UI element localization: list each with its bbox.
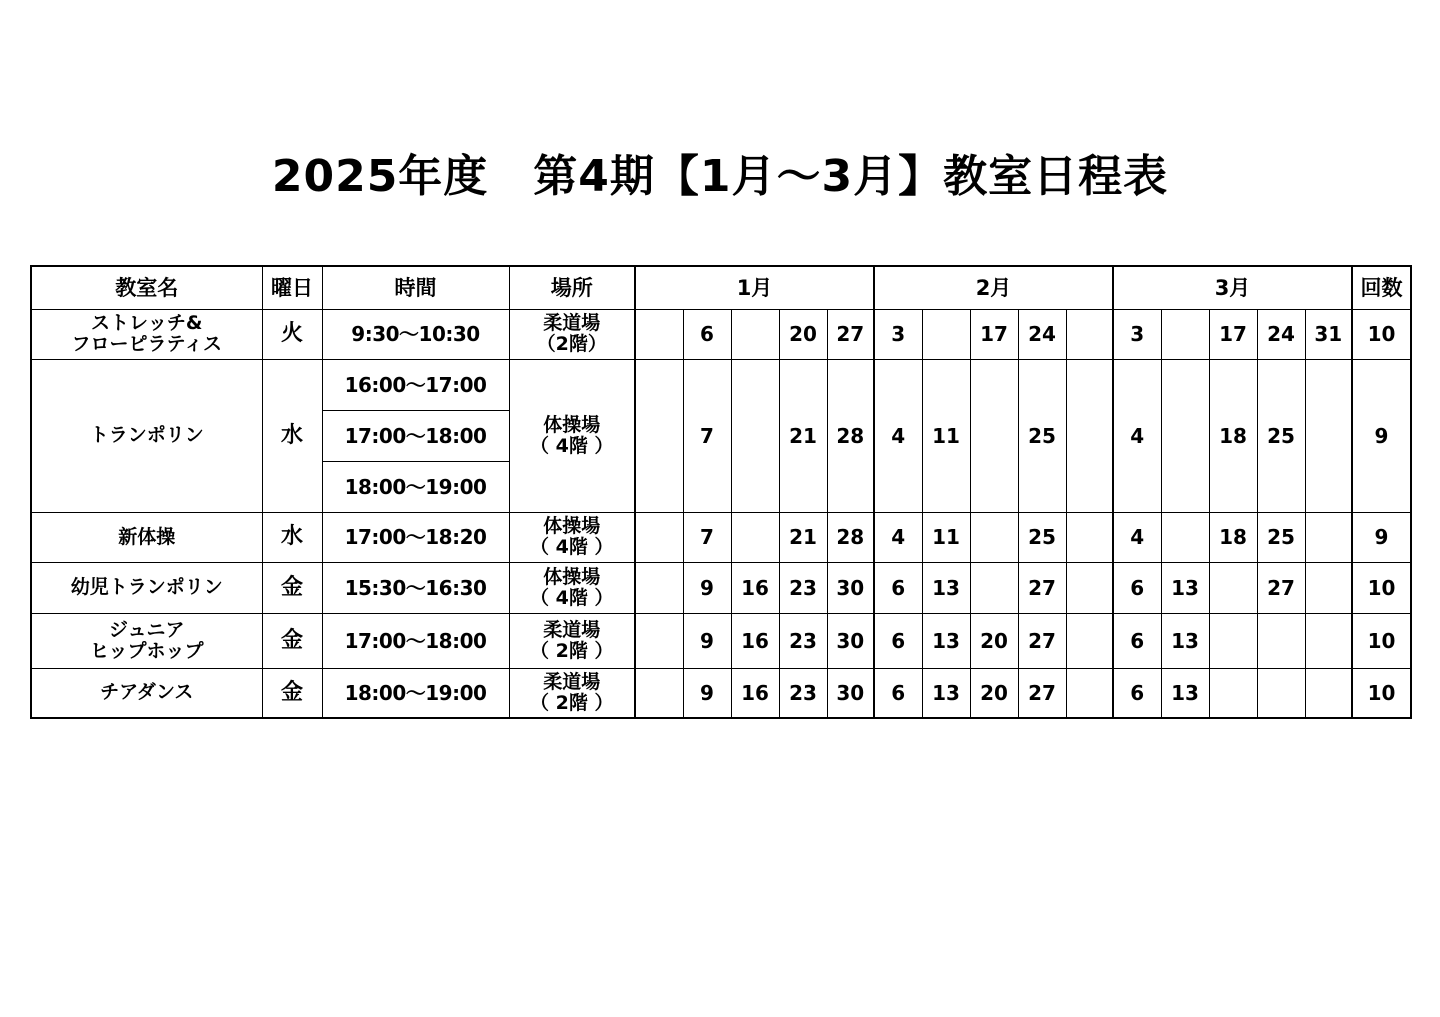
date-cell: 4: [1113, 359, 1161, 512]
header-class-name: 教室名: [31, 266, 262, 309]
date-cell: 24: [1018, 309, 1066, 359]
class-name-cell: [31, 359, 262, 512]
date-cell: 17: [1209, 309, 1257, 359]
date-cell: 16: [731, 613, 779, 668]
date-cell: 27: [1018, 668, 1066, 718]
date-cell: 6: [874, 562, 922, 613]
date-cell: 13: [922, 613, 970, 668]
date-cell: 7: [683, 512, 731, 562]
date-cell: 6: [1113, 562, 1161, 613]
time-cell: 17:00～18:00: [322, 410, 509, 461]
header-row: [31, 266, 1411, 309]
date-cell: 18: [1209, 359, 1257, 512]
place-line: （ 4階 ）: [530, 434, 614, 457]
date-cell: 20: [970, 668, 1018, 718]
date-cell: [635, 562, 683, 613]
date-cell: [1209, 668, 1257, 718]
date-cell: [635, 512, 683, 562]
place-line: 柔道場: [543, 670, 601, 693]
place-cell: [509, 309, 635, 359]
date-cell: 7: [683, 359, 731, 512]
class-name-line: ジュニア: [108, 618, 185, 641]
date-cell: 25: [1257, 512, 1305, 562]
place-line: 柔道場: [543, 312, 601, 334]
date-cell: 27: [1018, 613, 1066, 668]
date-cell: 9: [683, 668, 731, 718]
place-line: 柔道場: [543, 618, 601, 641]
day-cell: 火: [262, 309, 322, 359]
date-cell: [1066, 562, 1113, 613]
day-cell: 金: [262, 562, 322, 613]
count-cell: 9: [1352, 512, 1411, 562]
date-cell: [1305, 562, 1352, 613]
date-cell: [970, 512, 1018, 562]
time-cell: 17:00～18:20: [322, 512, 509, 562]
class-name-line: ストレッチ&: [91, 312, 203, 334]
schedule-body: [31, 266, 1411, 718]
date-cell: [1305, 613, 1352, 668]
class-name-cell: [31, 562, 262, 613]
date-cell: 25: [1018, 512, 1066, 562]
count-cell: 10: [1352, 309, 1411, 359]
date-cell: [635, 613, 683, 668]
date-cell: 23: [779, 562, 827, 613]
date-cell: [1161, 309, 1209, 359]
date-cell: 28: [827, 512, 874, 562]
date-cell: [1066, 512, 1113, 562]
date-cell: [731, 309, 779, 359]
time-cell: 9:30～10:30: [322, 309, 509, 359]
class-name-line: チアダンス: [100, 681, 194, 704]
time-cell: 18:00～19:00: [322, 461, 509, 512]
date-cell: [635, 359, 683, 512]
date-cell: 28: [827, 359, 874, 512]
date-cell: 13: [1161, 562, 1209, 613]
date-cell: 13: [1161, 668, 1209, 718]
class-name-line: 幼児トランポリン: [70, 576, 223, 598]
date-cell: 23: [779, 668, 827, 718]
header-month-feb: 2月: [874, 266, 1113, 309]
table-row: [31, 309, 1411, 359]
schedule-table: [30, 265, 1412, 719]
class-name-line: フローピラティス: [71, 333, 222, 355]
day-cell: 金: [262, 668, 322, 718]
count-cell: 10: [1352, 562, 1411, 613]
date-cell: 21: [779, 359, 827, 512]
date-cell: [1161, 512, 1209, 562]
date-cell: 11: [922, 512, 970, 562]
place-cell: [509, 668, 635, 718]
place-cell: [509, 359, 635, 512]
date-cell: 18: [1209, 512, 1257, 562]
table-row: [31, 562, 1411, 613]
date-cell: 30: [827, 668, 874, 718]
date-cell: 17: [970, 309, 1018, 359]
date-cell: 3: [1113, 309, 1161, 359]
place-line: （ 2階 ）: [530, 691, 614, 714]
date-cell: 6: [874, 668, 922, 718]
count-cell: 9: [1352, 359, 1411, 512]
date-cell: [922, 309, 970, 359]
header-count: 回数: [1352, 266, 1411, 309]
date-cell: 20: [970, 613, 1018, 668]
date-cell: 27: [1257, 562, 1305, 613]
date-cell: 30: [827, 613, 874, 668]
date-cell: 30: [827, 562, 874, 613]
date-cell: [1305, 668, 1352, 718]
date-cell: [970, 562, 1018, 613]
date-cell: [970, 359, 1018, 512]
class-name-line: トランポリン: [89, 424, 204, 446]
place-line: （2階）: [536, 333, 607, 355]
date-cell: 24: [1257, 309, 1305, 359]
table-row: [31, 512, 1411, 562]
document-title: 2025年度 第4期【1月～3月】教室日程表: [271, 151, 1169, 202]
time-cell: 15:30～16:30: [322, 562, 509, 613]
date-cell: [1305, 359, 1352, 512]
date-cell: [731, 512, 779, 562]
date-cell: 6: [1113, 668, 1161, 718]
date-cell: [1066, 668, 1113, 718]
header-month-mar: 3月: [1113, 266, 1352, 309]
date-cell: [1257, 613, 1305, 668]
day-cell: 水: [262, 359, 322, 512]
place-cell: [509, 613, 635, 668]
time-cell: 18:00～19:00: [322, 668, 509, 718]
date-cell: [1066, 359, 1113, 512]
class-name-line: ヒップホップ: [90, 639, 204, 662]
date-cell: 16: [731, 668, 779, 718]
time-cell: 17:00～18:00: [322, 613, 509, 668]
place-line: （ 4階 ）: [530, 586, 614, 609]
date-cell: 4: [874, 512, 922, 562]
place-cell: [509, 512, 635, 562]
date-cell: [1257, 668, 1305, 718]
date-cell: 13: [922, 562, 970, 613]
class-name-line: 新体操: [118, 525, 176, 548]
date-cell: [731, 359, 779, 512]
date-cell: [1305, 512, 1352, 562]
header-time: 時間: [322, 266, 509, 309]
date-cell: 25: [1018, 359, 1066, 512]
date-cell: 6: [1113, 613, 1161, 668]
date-cell: 16: [731, 562, 779, 613]
place-line: 体操場: [543, 565, 601, 588]
place-line: （ 4階 ）: [530, 536, 614, 558]
date-cell: 9: [683, 613, 731, 668]
class-name-cell: [31, 668, 262, 718]
class-name-cell: [31, 512, 262, 562]
date-cell: 21: [779, 512, 827, 562]
day-cell: 金: [262, 613, 322, 668]
date-cell: 27: [1018, 562, 1066, 613]
date-cell: 6: [874, 613, 922, 668]
date-cell: [1066, 613, 1113, 668]
date-cell: 20: [779, 309, 827, 359]
date-cell: 27: [827, 309, 874, 359]
date-cell: 3: [874, 309, 922, 359]
place-cell: [509, 562, 635, 613]
place-line: （ 2階 ）: [530, 639, 614, 662]
date-cell: 23: [779, 613, 827, 668]
date-cell: [635, 668, 683, 718]
date-cell: 13: [1161, 613, 1209, 668]
header-month-jan: 1月: [635, 266, 874, 309]
date-cell: 11: [922, 359, 970, 512]
count-cell: 10: [1352, 668, 1411, 718]
date-cell: [1209, 562, 1257, 613]
date-cell: 25: [1257, 359, 1305, 512]
day-cell: 水: [262, 512, 322, 562]
table-row: [31, 668, 1411, 718]
date-cell: [1161, 359, 1209, 512]
date-cell: 9: [683, 562, 731, 613]
header-place: 場所: [509, 266, 635, 309]
date-cell: [635, 309, 683, 359]
class-name-cell: [31, 309, 262, 359]
time-cell: 16:00～17:00: [322, 359, 509, 410]
date-cell: 4: [874, 359, 922, 512]
class-name-cell: [31, 613, 262, 668]
date-cell: 13: [922, 668, 970, 718]
place-line: 体操場: [543, 515, 601, 537]
place-line: 体操場: [543, 413, 601, 436]
table-row: [31, 359, 1411, 410]
count-cell: 10: [1352, 613, 1411, 668]
table-row: [31, 613, 1411, 668]
header-day: 曜日: [262, 266, 322, 309]
date-cell: 4: [1113, 512, 1161, 562]
date-cell: [1209, 613, 1257, 668]
date-cell: [1066, 309, 1113, 359]
date-cell: 6: [683, 309, 731, 359]
date-cell: 31: [1305, 309, 1352, 359]
